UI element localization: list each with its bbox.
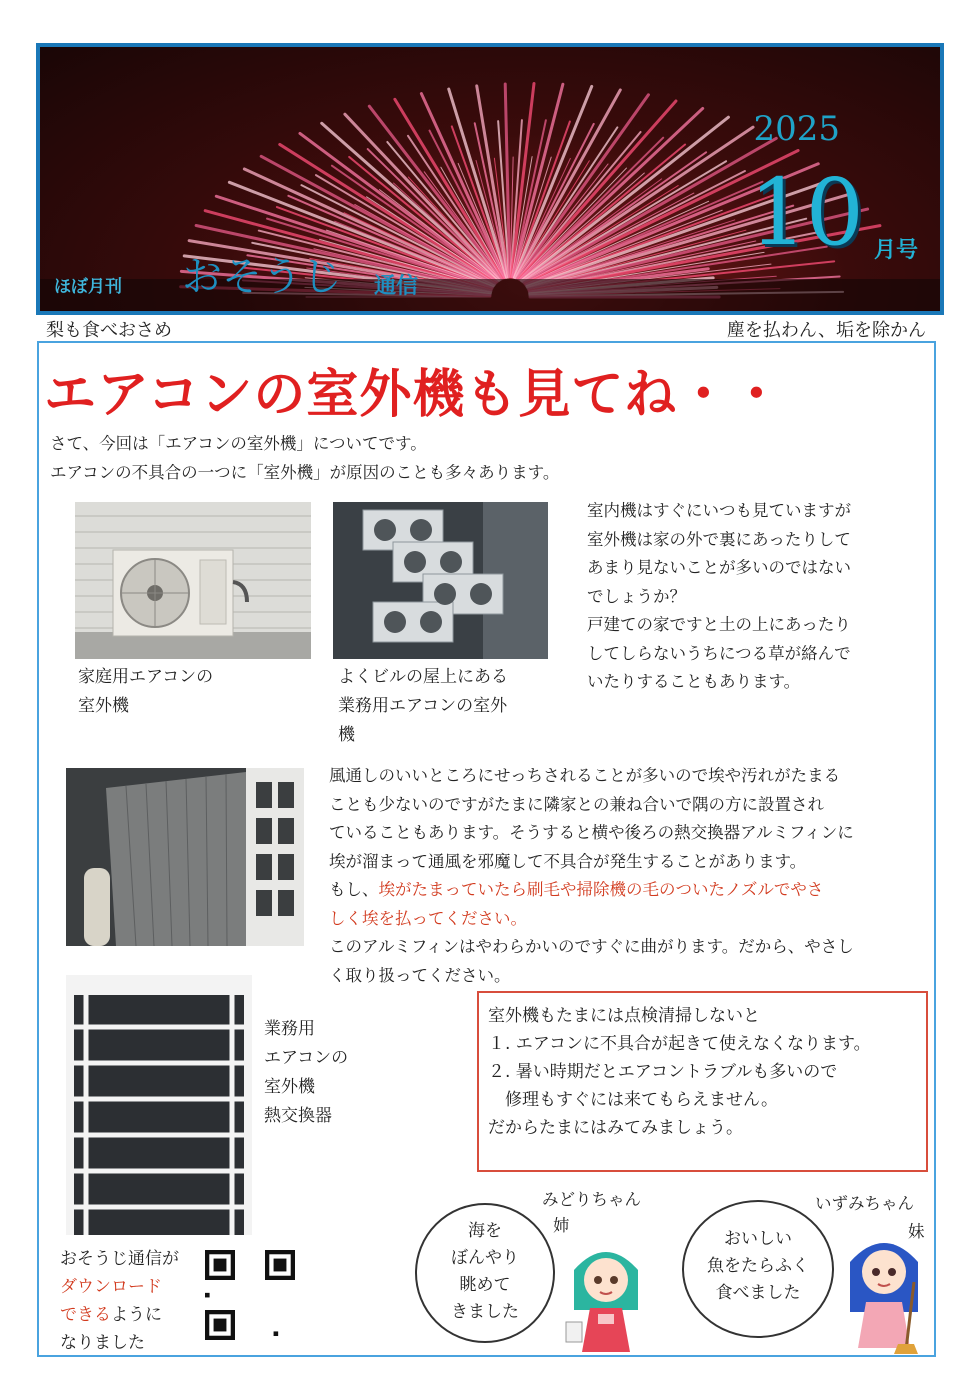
banner-prefix: ほぼ月刊 <box>54 277 122 297</box>
notice-line: 室外機もたまには点検清掃しないと <box>488 1006 760 1026</box>
heat-exchanger-caption <box>264 1015 348 1131</box>
subheader-left: 梨も食べおさめ <box>46 320 172 341</box>
home-unit-caption <box>78 663 213 721</box>
intro-line: さて、今回は「エアコンの室外機」についてです。 <box>50 434 427 453</box>
caption-line: 家庭用エアコンの <box>78 667 214 687</box>
intro-text <box>50 430 559 487</box>
text-line: このアルミフィンはやわらかいのですぐに曲がります。だから、やさし <box>329 937 854 956</box>
download-line: おそうじ通信が <box>60 1249 179 1269</box>
issue-year: 2025 <box>753 109 840 149</box>
caption-line: 業務用 <box>264 1019 315 1039</box>
izumi-speech-text <box>690 1226 826 1307</box>
issue-month-suffix: 月号 <box>873 238 918 263</box>
caption-line: エアコンの <box>264 1048 349 1068</box>
caption-line: 業務用エアコンの室外 <box>338 696 508 716</box>
newsletter-title-suffix: 通信 <box>374 274 419 299</box>
download-line: なりました <box>60 1333 145 1353</box>
download-link[interactable]: ダウンロード <box>60 1277 162 1297</box>
advice-highlight: 埃がたまっていたら刷毛や掃除機の毛のついたノズルでやさ <box>378 880 824 899</box>
caption-line: 室外機 <box>78 696 129 716</box>
dusty-fins-photo <box>66 768 304 946</box>
bubble-line: ぼんやり <box>451 1248 519 1268</box>
advice-highlight: しく埃を払ってください。 <box>329 908 527 928</box>
intro-line: エアコンの不具合の一つに「室外機」が原因のことも多々あります。 <box>50 462 560 482</box>
notice-line: ２. 暑い時期だとエアコントラブルも多いので <box>488 1062 838 1082</box>
home-unit-photo <box>75 502 311 659</box>
bubble-line: きました <box>451 1302 519 1322</box>
rooftop-units-caption <box>338 663 508 750</box>
download-line <box>60 1301 179 1329</box>
fin-cleaning-text <box>329 762 854 990</box>
notice-line: １. エアコンに不具合が起きて使えなくなります。 <box>488 1034 871 1054</box>
text-line: 風通しのいいところにせっちされることが多いので埃や汚れがたまる <box>329 766 841 785</box>
subheader-right: 塵を払わん、垢を除かん <box>726 320 926 341</box>
heat-exchanger-photo <box>66 975 252 1235</box>
text-line: ていることもあります。そうすると横や後ろの熱交換器アルミフィンに <box>329 823 854 842</box>
izumi-name: いずみちゃん <box>815 1194 914 1213</box>
headline: エアコンの室外機も見てね・・ <box>44 365 784 425</box>
text-line: いたりすることもあります。 <box>587 672 801 691</box>
text-line: 室外機は家の外で裏にあったりして <box>587 529 851 549</box>
bubble-line: 食べました <box>715 1283 801 1303</box>
text-line: ことも少ないのですがたまに隣家との兼ね合いで隅の方に設置され <box>329 794 824 814</box>
text-line: 室内機はすぐにいつも見ていますが <box>587 501 851 520</box>
bubble-line: 海を <box>468 1221 502 1241</box>
midori-character-illustration <box>556 1230 656 1360</box>
notice-line: だからたまにはみてみましょう。 <box>488 1118 743 1138</box>
izumi-character-illustration <box>836 1222 932 1357</box>
midori-name: みどりちゃん <box>542 1190 641 1209</box>
download-notice <box>60 1245 179 1357</box>
bubble-line: 眺めて <box>459 1275 511 1295</box>
text-line: あまり見ないことが多いのではない <box>587 558 851 577</box>
caption-line: よくビルの屋上にある <box>338 667 508 687</box>
midori-speech-text <box>428 1218 542 1326</box>
notice-line: 修理もすぐには来てもらえません。 <box>488 1090 779 1110</box>
caption-line: 室外機 <box>264 1077 315 1097</box>
newsletter-title: おそうじ <box>182 254 342 300</box>
download-highlight: できる <box>60 1305 111 1325</box>
qr-code[interactable] <box>205 1250 295 1340</box>
header-banner <box>36 43 944 315</box>
advice-line <box>329 876 854 905</box>
download-line-rest: ように <box>111 1305 162 1325</box>
issue-month: 10 <box>748 159 862 266</box>
midori-role: 姉 <box>553 1216 570 1235</box>
advice-prefix: もし、 <box>329 880 379 899</box>
bubble-line: 魚をたらふく <box>707 1256 809 1276</box>
maintenance-notice-text <box>488 1002 871 1142</box>
text-line: く取り扱ってください。 <box>329 965 511 985</box>
caption-line: 熱交換器 <box>264 1106 332 1126</box>
bubble-line: おいしい <box>724 1229 792 1249</box>
izumi-role: 妹 <box>908 1222 925 1241</box>
text-line: 埃が溜まって通風を邪魔して不具合が発生することがあります。 <box>329 851 807 871</box>
text-line: 戸建ての家ですと土の上にあったり <box>587 615 851 634</box>
caption-line: 機 <box>338 725 355 745</box>
rooftop-units-photo <box>333 502 548 659</box>
indoor-outdoor-text <box>587 497 851 697</box>
text-line: してしらないうちにつる草が絡んで <box>587 643 851 663</box>
text-line: でしょうか？ <box>587 586 686 606</box>
